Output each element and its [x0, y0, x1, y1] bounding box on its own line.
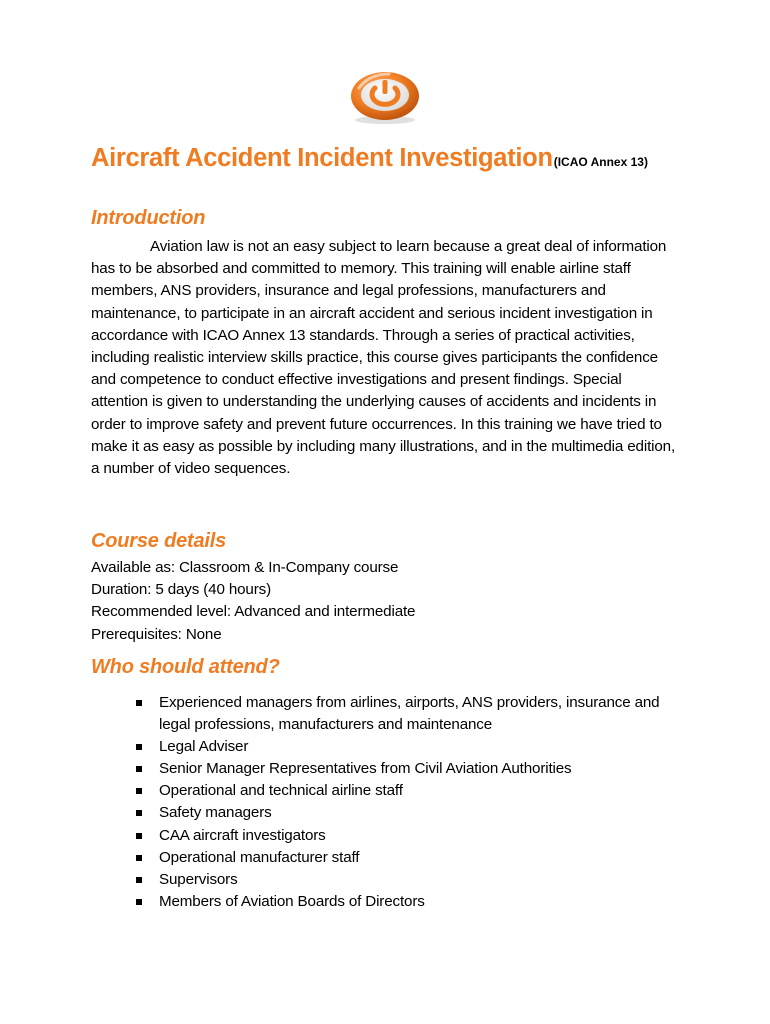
square-bullet-icon — [136, 899, 142, 905]
document-subtitle: (ICAO Annex 13) — [553, 155, 648, 169]
list-item — [133, 802, 693, 824]
list-item — [133, 847, 693, 869]
square-bullet-icon — [136, 810, 142, 816]
detail-prerequisites: Prerequisites: None — [91, 625, 222, 643]
introduction-heading: Introduction — [91, 207, 206, 229]
course-details-heading: Course details — [91, 530, 227, 552]
square-bullet-icon — [136, 833, 142, 839]
square-bullet-icon — [136, 877, 142, 883]
title-row — [91, 144, 648, 173]
detail-duration: Duration: 5 days (40 hours) — [91, 581, 271, 599]
list-item-text: Members of Aviation Boards of Directors — [159, 892, 425, 910]
list-item — [133, 780, 693, 802]
square-bullet-icon — [136, 744, 142, 750]
detail-level: Recommended level: Advanced and intermediate — [91, 603, 416, 621]
list-item-text: Experienced managers from airlines, airports, ANS providers, insurance and legal professions, manufacturers and maintenance — [159, 694, 660, 734]
list-item — [133, 891, 693, 913]
list-item — [133, 825, 693, 847]
square-bullet-icon — [136, 766, 142, 772]
list-item-text: Senior Manager Representatives from Civil Aviation Authorities — [159, 760, 572, 778]
who-should-attend-heading: Who should attend? — [91, 656, 280, 678]
list-item — [133, 736, 693, 758]
square-bullet-icon — [136, 700, 142, 706]
course-details-list — [91, 557, 415, 646]
square-bullet-icon — [136, 855, 142, 861]
list-item-text: CAA aircraft investigators — [159, 826, 326, 844]
list-item — [133, 692, 693, 736]
document-title: Aircraft Accident Incident Investigation — [91, 144, 553, 172]
power-button-logo-icon — [345, 68, 425, 126]
attendee-list — [133, 692, 693, 913]
list-item-text: Operational manufacturer staff — [159, 848, 360, 866]
list-item-text: Safety managers — [159, 804, 272, 822]
square-bullet-icon — [136, 788, 142, 794]
list-item-text: Supervisors — [159, 870, 238, 888]
list-item — [133, 869, 693, 891]
list-item — [133, 758, 693, 780]
list-item-text: Legal Adviser — [159, 738, 249, 756]
list-item-text: Operational and technical airline staff — [159, 782, 403, 800]
introduction-paragraph: Aviation law is not an easy subject to learn because a great deal of information has to be absorbed and committed to memory. This training will enable airline staff members, ANS providers, insurance and legal professions, manufacturers and maintenance, to participate in an aircraft accident and serious incident investigation in accordance with ICAO Annex 13 standards. Through a series of practical activities, including realistic interview skills practice, this course gives participants the confidence and competence to conduct effective investigations and present findings. Special attention is given to understanding the underlying causes of accidents and incidents in order to improve safety and prevent future occurrences. In this training we have tried to make it as easy as possible by including many illustrations, and in the multimedia edition, a number of video sequences. — [91, 238, 676, 478]
detail-availability: Available as: Classroom & In-Company course — [91, 559, 399, 576]
